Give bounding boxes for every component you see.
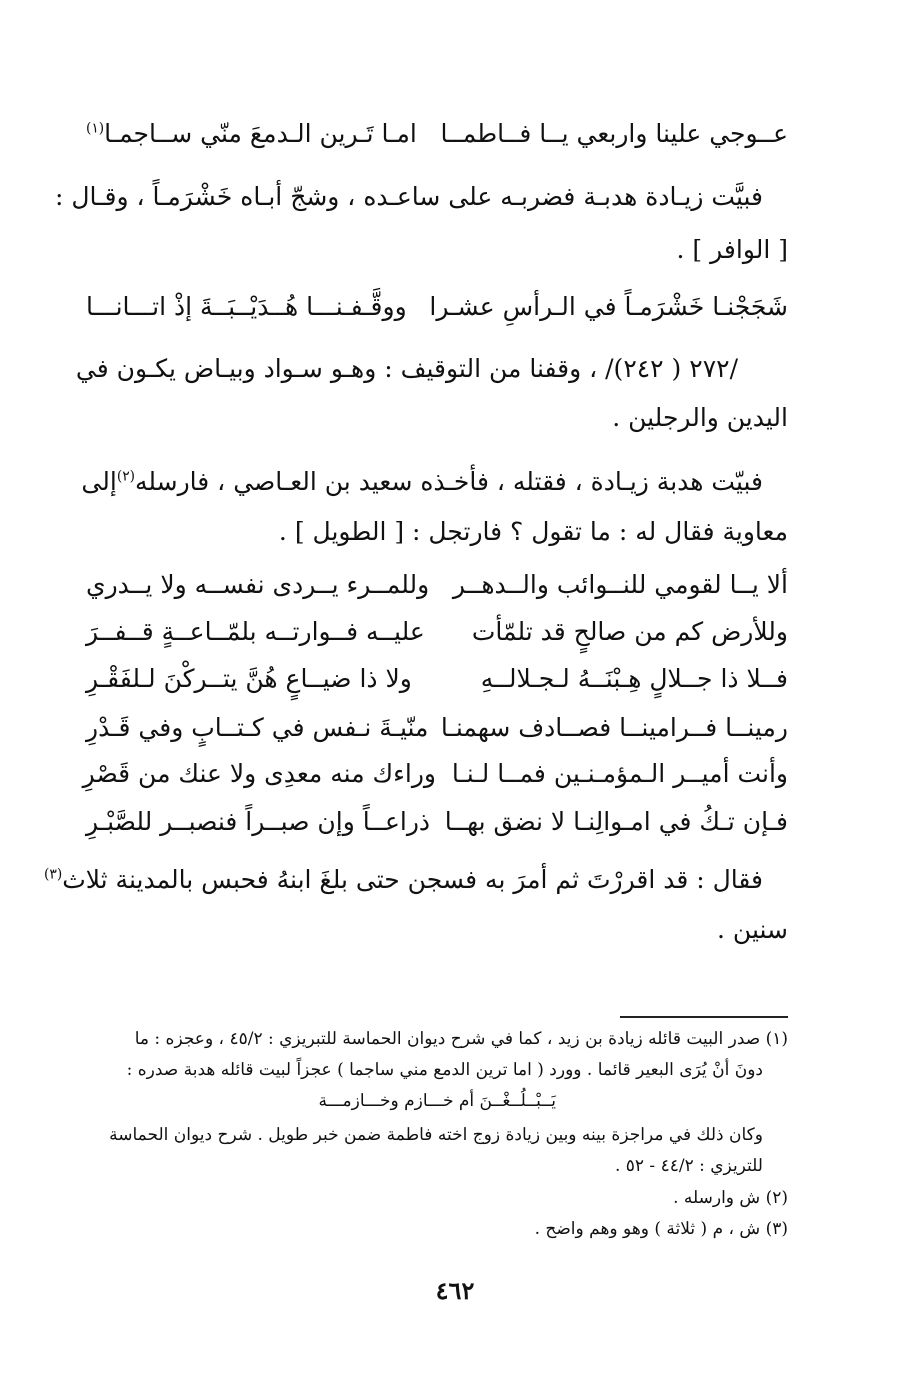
verse-first-hemistich: وأنت أميــر الـمؤمـنـين فمــا لـنـا	[451, 759, 788, 788]
paragraph-line	[44, 858, 763, 902]
paragraph-text: فبيّت هدبة زيـادة ، فقتله ، فأخـذه سعيد بن العـاصي ، فارسله	[134, 467, 763, 496]
footnote-separator	[620, 1016, 788, 1018]
verse-second-hemistich: منّيـةَ نـفس في كـتــابٍ وفي قَـدْرِ	[86, 713, 429, 742]
footnote-ref: (١)	[86, 120, 105, 137]
verse-first-hemistich: شَجَجْنـا خَشْرَمـاً في الـرأسِ عشـرا	[429, 292, 788, 321]
footnote-ref: (٢)	[116, 468, 135, 485]
verse-second-hemistich: ولا ذا ضيــاعٍ هُنَّ يتــركْنَ لـلفَقْـرِ	[86, 664, 412, 693]
footnote-line: (١) صدر البيت قائله زيادة بن زيد ، كما في شرح ديوان الحماسة للتبريزي : ٤٥/٢ ، وعجزه : ما	[134, 1029, 788, 1049]
footnote-line: للتريزي : ٤٤/٢ - ٥٢ .	[614, 1156, 763, 1176]
verse-second-hemistich: عليــه فــوارتــه بلمّــاعــةٍ قــفــرَ	[86, 617, 425, 646]
verse-second-hemistich: ذراعــاً وإن صبــراً فنصبــر للصَّبْـرِ	[86, 807, 431, 836]
verse-first-hemistich: فـإن تـكُ في امـوالِنـا لا نضق بهــا	[444, 807, 788, 836]
verse-first-hemistich: وللأرض كم من صالحٍ قد تلمّأت	[471, 617, 788, 646]
verse-second-hemistich	[86, 112, 436, 156]
verse-line	[86, 112, 788, 156]
paragraph-line: معاوية فقال له : ما تقول ؟ فارتجل : [ الطويل ] .	[278, 517, 788, 546]
footnote-line: وكان ذلك في مراجزة بينه وبين زيادة زوج اخته فاطمة ضمن خبر طويل . شرح ديوان الحماسة	[109, 1125, 763, 1145]
poem-line	[82, 752, 788, 796]
paragraph-text	[117, 460, 763, 504]
footnote-line: (٣) ش ، م ( ثلاثة ) وهو وهم واضح .	[534, 1219, 788, 1239]
footnote-line: (٢) ش وارسله .	[673, 1188, 788, 1208]
footnote-ref: (٣)	[44, 866, 63, 883]
paragraph-line: /٢٧٢ ( ٢٤٢)/ ، وقفنا من التوقيف : وهـو سـواد وبيـاض يكـون في	[75, 354, 738, 383]
verse-first-hemistich: فــلا ذا جــلالٍ هِـبْنَــهُ لـجـلالــهِ	[480, 664, 788, 693]
paragraph-line	[81, 460, 763, 504]
poem-line	[86, 657, 788, 701]
verse-first-hemistich: رمينــا فــرامينــا فصــادف سهمنـا	[440, 713, 788, 742]
verse-second-hemistich: وللمــرء يــردى نفســه ولا يــدري	[86, 570, 430, 599]
poem-line	[86, 563, 788, 607]
paragraph-line: فبيَّت زيـادة هدبـة فضربـه على ساعـده ، وشجّ أبـاه خَشْرَمـاً ، وقـال :	[55, 182, 763, 211]
verse-line	[86, 285, 788, 329]
verse-text: امـا تَـرين الـدمعَ منّي ســاجمـا	[104, 119, 417, 148]
poem-line	[86, 800, 788, 844]
verse-second-hemistich: ووقَّـفـنـــا هُــدَيْــبَــةَ إذْ اتـــانـــا	[86, 292, 407, 321]
verse-first-hemistich: ألا يــا لقومي للنــوائب والــدهــر	[452, 570, 788, 599]
page	[44, 0, 788, 1385]
poem-line	[86, 610, 788, 654]
paragraph-text: إلى	[81, 467, 117, 496]
verse-first-hemistich: عــوجي علينا واربعي يــا فــاطمــا	[440, 119, 788, 148]
paragraph-line: اليدين والرجلين .	[612, 403, 788, 432]
poem-line	[86, 706, 788, 750]
footnote-line: دونَ أنْ يُرَى البعير قائما . وورد ( اما ترين الدمع مني ساجما ) عجزاً لبيت قائله هدبة صدره :	[126, 1060, 763, 1080]
footnote-verse: يَــبْــلُــغْــنَ أم خـــازم وخـــازمـــة	[318, 1091, 556, 1111]
paragraph-line: [ الوافر ] .	[676, 235, 788, 264]
paragraph-text: فقال : قد اقررْتَ ثم أمرَ به فسجن حتى بلغَ ابنهُ فحبس بالمدينة ثلاث	[62, 865, 763, 894]
verse-second-hemistich: وراءك منه معدِى ولا عنك من قَصْرِ	[82, 759, 436, 788]
paragraph-line: سنين .	[717, 915, 788, 944]
page-number: ٤٦٢	[435, 1276, 475, 1305]
